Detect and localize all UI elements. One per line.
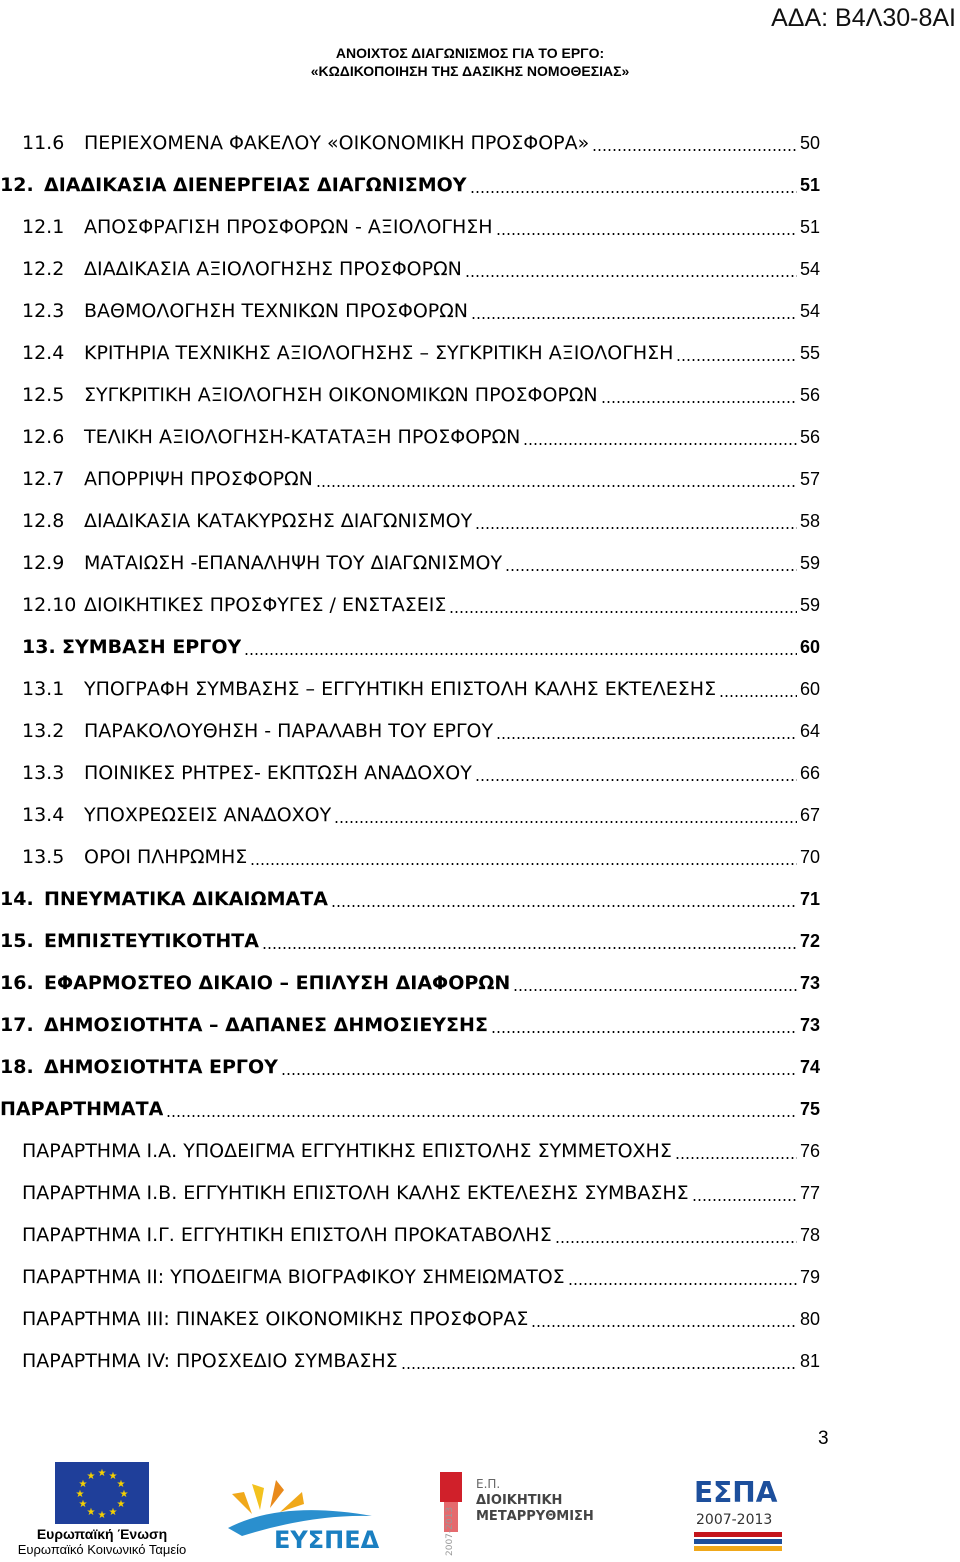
toc-entry-number: 13.2 [22,720,65,742]
espa-text: ΕΣΠΑ [694,1476,778,1509]
toc-entry[interactable] [0,206,826,248]
toc-entry-title: ΟΡΟΙ ΠΛΗΡΩΜΗΣ [84,846,248,868]
toc-dot-leader [496,215,797,239]
toc-dot-leader [531,1307,797,1331]
toc-entry-heading [0,1056,278,1078]
toc-dot-leader [523,425,797,449]
toc-entry[interactable] [0,794,826,836]
eu-subtitle: Ευρωπαϊκό Κοινωνικό Ταμείο [17,1542,187,1557]
toc-entry-title: ΚΡΙΤΗΡΙΑ ΤΕΧΝΙΚΗΣ ΑΞΙΟΛΟΓΗΣΗΣ – ΣΥΓΚΡΙΤΙΚΗ ΑΞΙΟΛΟΓΗΣΗ [84,342,674,364]
toc-entry[interactable] [0,1256,826,1298]
toc-entry-heading [0,1098,163,1120]
toc-entry[interactable] [0,1298,826,1340]
toc-entry-title: ΠΑΡΑΚΟΛΟΥΘΗΣΗ - ΠΑΡΑΛΑΒΗ ΤΟΥ ΕΡΓΟΥ [84,720,494,742]
toc-entry-page: 66 [800,762,821,783]
toc-entry-title: ΠΑΡΑΡΤΗΜΑ ΙΙ: ΥΠΟΔΕΙΓΜΑ ΒΙΟΓΡΑΦΙΚΟΥ ΣΗΜΕΙΩΜΑΤΟΣ [22,1266,565,1288]
toc-entry[interactable] [0,626,826,668]
toc-entry-title: ΣΥΓΚΡΙΤΙΚΗ ΑΞΙΟΛΟΓΗΣΗ ΟΙΚΟΝΟΜΙΚΩΝ ΠΡΟΣΦΟΡΩΝ [84,384,598,406]
toc-entry-heading [22,468,313,490]
toc-entry-number: 13.5 [22,846,65,868]
toc-entry-heading [0,1014,488,1036]
toc-entry-title: ΠΝΕΥΜΑΤΙΚΑ ΔΙΚΑΙΩΜΑΤΑ [44,888,328,910]
toc-entry-number: 16. [0,972,34,994]
toc-entry-heading [22,1224,552,1246]
toc-entry-number: 14. [0,888,34,910]
toc-dot-leader [331,887,797,911]
toc-entry-number: 13.1 [22,678,65,700]
svg-text:★: ★ [108,1471,118,1482]
toc-entry-title: ΔΙΑΔΙΚΑΣΙΑ ΑΞΙΟΛΟΓΗΣΗΣ ΠΡΟΣΦΟΡΩΝ [84,258,462,280]
toc-entry-page: 51 [800,174,821,195]
toc-entry-title: ΥΠΟΓΡΑΦΗ ΣΥΜΒΑΣΗΣ – ΕΓΓΥΗΤΙΚΗ ΕΠΙΣΤΟΛΗ ΚΑΛΗΣ ΕΚΤΕΛΕΣΗΣ [84,678,717,700]
toc-dot-leader [692,1181,797,1205]
toc-entry-title: ΠΟΙΝΙΚΕΣ ΡΗΤΡΕΣ- ΕΚΠΤΩΣΗ ΑΝΑΔΟΧΟΥ [84,762,472,784]
toc-entry-page: 54 [800,258,821,279]
toc-entry-number: 12.4 [22,342,65,364]
toc-dot-leader [475,509,797,533]
toc-entry[interactable] [0,584,826,626]
toc-entry-page: 81 [800,1350,821,1371]
toc-entry-title: ΔΙΑΔΙΚΑΣΙΑ ΔΙΕΝΕΡΓΕΙΑΣ ΔΙΑΓΩΝΙΣΜΟΥ [44,174,467,196]
toc-entry-page: 76 [800,1140,821,1161]
toc-entry-heading [22,594,446,616]
toc-entry-heading [22,342,673,364]
table-of-contents [0,122,960,1382]
toc-entry-page: 80 [800,1308,821,1329]
toc-dot-leader [475,761,797,785]
toc-entry-number: 11.6 [22,132,65,154]
toc-entry[interactable] [0,1004,826,1046]
toc-entry-title: ΤΕΛΙΚΗ ΑΞΙΟΛΟΓΗΣΗ-ΚΑΤΑΤΑΞΗ ΠΡΟΣΦΟΡΩΝ [84,426,521,448]
toc-entry-title: ΑΠΟΡΡΙΨΗ ΠΡΟΣΦΟΡΩΝ [84,468,313,490]
toc-entry-page: 77 [800,1182,821,1203]
toc-dot-leader [401,1349,797,1373]
ep-logo [432,1462,612,1558]
svg-text:★: ★ [78,1479,88,1490]
toc-entry-heading [22,1266,565,1288]
toc-entry-number: 12.1 [22,216,65,238]
toc-entry-page: 64 [800,720,821,741]
toc-entry-number: 12.6 [22,426,65,448]
espa-logo [690,1466,786,1554]
toc-entry-page: 73 [800,972,821,993]
toc-entry[interactable] [0,962,826,1004]
toc-dot-leader [166,1097,797,1121]
header-line-1: ΑΝΟΙΧΤΟΣ ΔΙΑΓΩΝΙΣΜΟΣ ΓΙΑ ΤΟ ΕΡΓΟ: [335,45,605,61]
toc-entry-heading [0,930,259,952]
toc-entry-title: ΠΕΡΙΕΧΟΜΕΝΑ ΦΑΚΕΛΟΥ «ΟΙΚΟΝΟΜΙΚΗ ΠΡΟΣΦΟΡΑ» [84,132,590,154]
toc-entry-title: ΔΙΟΙΚΗΤΙΚΕΣ ΠΡΟΣΦΥΓΕΣ / ΕΝΣΤΑΣΕΙΣ [84,594,447,616]
toc-entry-title: ΠΑΡΑΡΤΗΜΑΤΑ [0,1098,164,1120]
toc-entry[interactable] [0,1172,826,1214]
toc-entry-heading [22,1350,398,1372]
toc-dot-leader [471,299,797,323]
toc-entry[interactable] [0,836,826,878]
toc-dot-leader [244,635,797,659]
toc-entry-page: 71 [800,888,821,909]
toc-dot-leader [262,929,797,953]
toc-dot-leader [601,383,797,407]
toc-entry[interactable] [0,920,826,962]
toc-entry[interactable] [0,500,826,542]
toc-entry-title: ΔΗΜΟΣΙΟΤΗΤΑ – ΔΑΠΑΝΕΣ ΔΗΜΟΣΙΕΥΣΗΣ [44,1014,488,1036]
svg-text:★: ★ [119,1489,129,1500]
toc-entry-title: ΔΙΑΔΙΚΑΣΙΑ ΚΑΤΑΚΥΡΩΣΗΣ ΔΙΑΓΩΝΙΣΜΟΥ [84,510,473,532]
toc-entry-page: 72 [800,930,821,951]
toc-entry-page: 51 [800,216,821,237]
document-header [0,44,960,80]
toc-entry-page: 59 [800,552,821,573]
toc-entry[interactable] [0,878,826,920]
svg-text:★: ★ [75,1489,85,1500]
toc-entry-title: ΑΠΟΣΦΡΑΓΙΣΗ ΠΡΟΣΦΟΡΩΝ - ΑΞΙΟΛΟΓΗΣΗ [84,216,493,238]
footer-logos [0,1462,960,1558]
toc-entry-number: 12.3 [22,300,65,322]
svg-text:★: ★ [116,1499,126,1510]
toc-dot-leader [719,677,797,701]
toc-entry-page: 56 [800,384,821,405]
toc-entry[interactable] [0,710,826,752]
toc-entry-title: ΠΑΡΑΡΤΗΜΑ ΙΙΙ: ΠΙΝΑΚΕΣ ΟΙΚΟΝΟΜΙΚΗΣ ΠΡΟΣΦΟΡΑΣ [22,1308,529,1330]
ep-years: 2007-2013 [445,1506,455,1556]
toc-entry-number: 12.2 [22,258,65,280]
toc-entry-page: 56 [800,426,821,447]
toc-entry-heading [22,720,493,742]
toc-entry[interactable] [0,458,826,500]
eu-flag-icon [55,1462,149,1524]
ep-line-2: ΜΕΤΑΡΡΥΘΜΙΣΗ [476,1509,594,1524]
toc-entry-page: 59 [800,594,821,615]
toc-entry[interactable] [0,542,826,584]
toc-entry-heading [22,804,331,826]
eu-title: Ευρωπαϊκή Ένωση [36,1526,168,1542]
toc-dot-leader [568,1265,797,1289]
toc-dot-leader [281,1055,797,1079]
sun-rays-icon [232,1480,304,1514]
svg-text:★: ★ [86,1471,96,1482]
toc-dot-leader [592,131,797,155]
toc-dot-leader [496,719,797,743]
toc-entry-number: 12.9 [22,552,65,574]
espa-stripes-icon [694,1532,782,1551]
toc-entry-title: ΣΥΜΒΑΣΗ ΕΡΓΟΥ [62,636,242,658]
toc-dot-leader [513,971,797,995]
toc-entry-page: 60 [800,636,821,657]
eyspeed-text: ΕΥΣΠΕΔ [274,1526,380,1552]
toc-entry[interactable] [0,1214,826,1256]
eyspeed-logo [222,1470,392,1552]
toc-entry-title: ΠΑΡΑΡΤΗΜΑ Ι.Β. ΕΓΓΥΗΤΙΚΗ ΕΠΙΣΤΟΛΗ ΚΑΛΗΣ ΕΚΤΕΛΕΣΗΣ ΣΥΜΒΑΣΗΣ [22,1182,689,1204]
toc-entry-heading [22,846,247,868]
toc-entry[interactable] [0,374,826,416]
eu-logo [12,1462,192,1557]
toc-entry-heading [22,552,502,574]
toc-dot-leader [316,467,797,491]
toc-entry-heading [22,1140,672,1162]
toc-entry-number: 13.4 [22,804,65,826]
toc-entry[interactable] [0,1088,826,1130]
toc-entry-number: 12. [0,174,34,196]
toc-entry-heading [22,300,468,322]
ep-top: Ε.Π. [476,1477,501,1491]
toc-entry-number: 18. [0,1056,34,1078]
toc-entry-number: 13. [22,636,56,658]
toc-entry-heading [22,132,589,154]
toc-entry-heading [0,972,510,994]
toc-entry[interactable] [0,248,826,290]
svg-text:★: ★ [97,1510,107,1521]
espa-years: 2007-2013 [696,1512,773,1528]
toc-entry-page: 73 [800,1014,821,1035]
toc-dot-leader [505,551,797,575]
toc-entry-heading [22,216,493,238]
toc-entry-heading [22,1308,528,1330]
toc-entry-title: ΕΦΑΡΜΟΣΤΕΟ ΔΙΚΑΙΟ – ΕΠΙΛΥΣΗ ΔΙΑΦΟΡΩΝ [44,972,511,994]
toc-dot-leader [334,803,797,827]
page-number: 3 [818,1428,829,1449]
toc-entry-heading [22,1182,689,1204]
toc-dot-leader [465,257,797,281]
toc-entry[interactable] [0,332,826,374]
toc-entry-number: 12.10 [22,594,77,616]
ep-line-1: ΔΙΟΙΚΗΤΙΚΗ [476,1493,563,1508]
toc-entry-number: 17. [0,1014,34,1036]
toc-entry-heading [22,636,241,658]
toc-entry-number: 12.7 [22,468,65,490]
toc-entry-heading [0,888,328,910]
toc-entry-title: ΕΜΠΙΣΤΕΥΤΙΚΟΤΗΤΑ [44,930,259,952]
toc-entry[interactable] [0,290,826,332]
toc-entry[interactable] [0,1340,826,1382]
toc-entry[interactable] [0,122,826,164]
toc-entry-title: ΜΑΤΑΙΩΣΗ -ΕΠΑΝΑΛΗΨΗ ΤΟΥ ΔΙΑΓΩΝΙΣΜΟΥ [84,552,503,574]
toc-dot-leader [449,593,797,617]
toc-entry-title: ΠΑΡΑΡΤΗΜΑ IV: ΠΡΟΣΧΕΔΙΟ ΣΥΜΒΑΣΗΣ [22,1350,398,1372]
toc-entry-page: 55 [800,342,821,363]
toc-entry-page: 79 [800,1266,821,1287]
toc-entry-page: 60 [800,678,821,699]
toc-entry-heading [22,426,520,448]
toc-entry-heading [22,678,716,700]
toc-entry-title: ΥΠΟΧΡΕΩΣΕΙΣ ΑΝΑΔΟΧΟΥ [84,804,332,826]
toc-dot-leader [675,1139,797,1163]
toc-entry-number: 12.5 [22,384,65,406]
toc-entry[interactable] [0,668,826,710]
toc-entry[interactable] [0,164,826,206]
toc-dot-leader [676,341,797,365]
svg-text:★: ★ [116,1479,126,1490]
toc-entry-page: 50 [800,132,821,153]
ada-code: ΑΔΑ: Β4Λ30-8ΑΙ [771,4,956,32]
toc-entry[interactable] [0,1130,826,1172]
toc-entry-page: 70 [800,846,821,867]
toc-entry[interactable] [0,416,826,458]
toc-entry-page: 54 [800,300,821,321]
toc-entry-page: 67 [800,804,821,825]
toc-entry-title: ΔΗΜΟΣΙΟΤΗΤΑ ΕΡΓΟΥ [44,1056,278,1078]
toc-entry-title: ΠΑΡΑΡΤΗΜΑ Ι.Α. ΥΠΟΔΕΙΓΜΑ ΕΓΓΥΗΤΙΚΗΣ ΕΠΙΣΤΟΛΗΣ ΣΥΜΜΕΤΟΧΗΣ [22,1140,672,1162]
toc-entry-title: ΒΑΘΜΟΛΟΓΗΣΗ ΤΕΧΝΙΚΩΝ ΠΡΟΣΦΟΡΩΝ [84,300,468,322]
toc-entry-heading [0,174,467,196]
svg-text:★: ★ [97,1468,107,1479]
toc-entry-page: 78 [800,1224,821,1245]
svg-text:★: ★ [108,1507,118,1518]
toc-dot-leader [470,173,797,197]
toc-entry-number: 15. [0,930,34,952]
toc-entry-page: 74 [800,1056,821,1077]
svg-text:★: ★ [78,1499,88,1510]
toc-entry[interactable] [0,1046,826,1088]
svg-text:★: ★ [86,1507,96,1518]
toc-entry-number: 13.3 [22,762,65,784]
toc-dot-leader [555,1223,797,1247]
toc-entry-number: 12.8 [22,510,65,532]
toc-entry[interactable] [0,752,826,794]
toc-entry-page: 57 [800,468,821,489]
toc-entry-page: 75 [800,1098,821,1119]
toc-dot-leader [250,845,797,869]
toc-entry-heading [22,384,598,406]
toc-dot-leader [491,1013,797,1037]
toc-entry-page: 58 [800,510,821,531]
toc-entry-heading [22,258,462,280]
toc-entry-heading [22,510,472,532]
toc-entry-heading [22,762,472,784]
toc-entry-title: ΠΑΡΑΡΤΗΜΑ Ι.Γ. ΕΓΓΥΗΤΙΚΗ ΕΠΙΣΤΟΛΗ ΠΡΟΚΑΤΑΒΟΛΗΣ [22,1224,552,1246]
header-line-2: «ΚΩΔΙΚΟΠΟΙΗΣΗ ΤΗΣ ΔΑΣΙΚΗΣ ΝΟΜΟΘΕΣΙΑΣ» [310,63,630,79]
